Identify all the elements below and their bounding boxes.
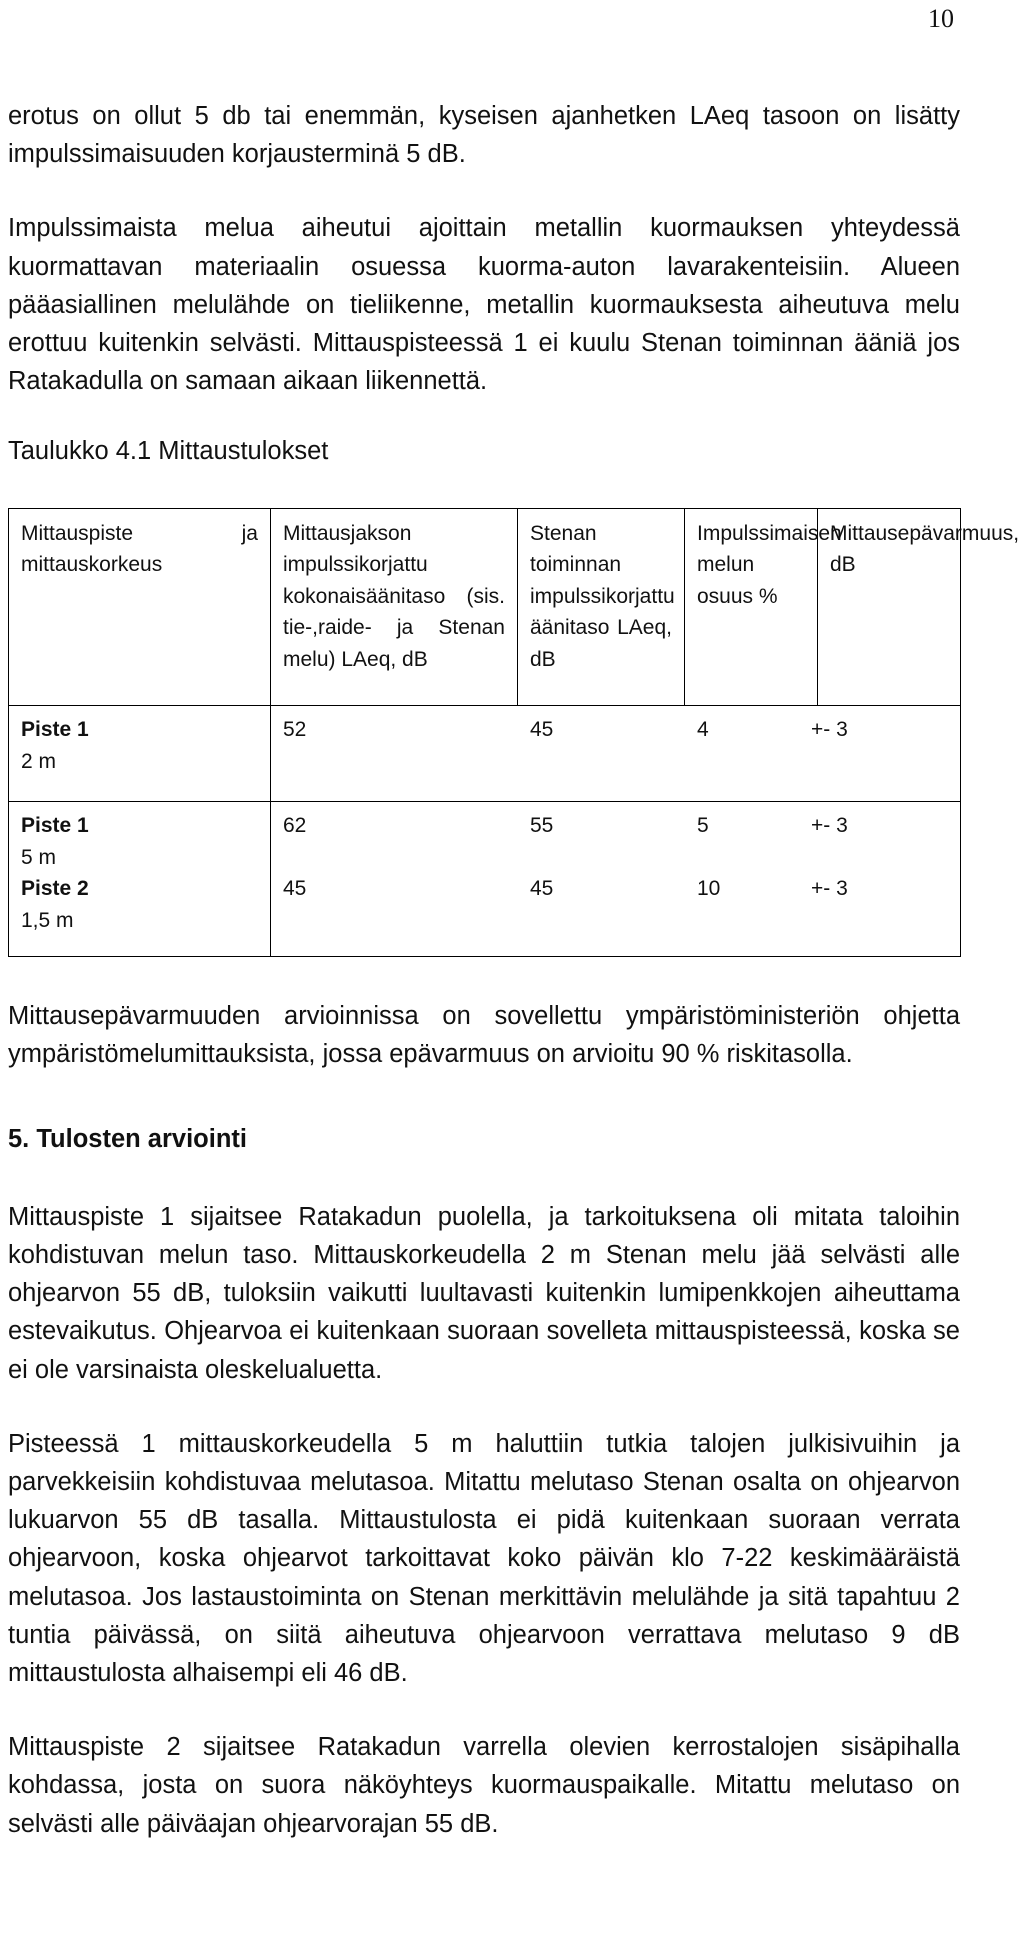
- header-stena-level: Stenan toiminnan impulssikorjattu äänitaso LAeq, dB: [518, 508, 685, 706]
- body-paragraph: Pisteessä 1 mittauskorkeudella 5 m haluttiin tutkia talojen julkisivuihin ja parvekkeisiin kohdistuvaa melutasoa. Mitattu melutaso Stenan osalta on ohjearvon lukuarvon 55 dB tasalla. Mittaustulosta ei pidä kuitenkaan suoraan verrata ohjearvoon, koska ohjearvot tarkoittavat koko päivän klo 7-22 keskimääräistä melutasoa. Jos lastaustoiminta on Stenan merkittävin melulähde ja sitä tapahtuu 2 tuntia päivässä, on siitä aiheutuva ohjearvoon verrattava melutaso 9 dB mittaustulosta alhaisempi eli 46 dB.: [8, 1429, 960, 1687]
- point-label: Piste 1: [21, 814, 89, 838]
- value-uncertainty: +- 3: [811, 718, 848, 742]
- table-header-row: [9, 508, 961, 706]
- table-caption: Taulukko 4.1 Mittaustulokset: [8, 437, 329, 466]
- body-paragraph: Mittauspiste 2 sijaitsee Ratakadun varrella olevien kerrostalojen sisäpihalla kohdassa, josta on suora näköyhteys kuormauspaikalle. Mitattu melutaso on selvästi alle päiväajan ohjearvorajan 55 dB.: [8, 1733, 960, 1838]
- impulse-paragraph: Impulssimaista melua aiheutui ajoittain metallin kuormauksen yhteydessä kuormattavan materiaalin osuessa kuorma-auton lavarakenteisiin. Alueen pääasiallinen melulähde on tieliikenne, metallin kuormauksesta aiheutuva melu erottuu kuitenkin selvästi. Mittauspisteessä 1 ei kuulu Stenan toiminnan ääniä jos Ratakadulla on samaan aikaan liikennettä.: [8, 214, 960, 396]
- point-height: 5 m: [21, 845, 57, 869]
- value-uncertainty: +- 3: [811, 814, 848, 838]
- point-cell: [9, 802, 271, 957]
- table-row: [9, 706, 961, 802]
- section-heading: 5. Tulosten arviointi: [8, 1124, 247, 1153]
- value-impulse-share: 5: [697, 814, 709, 838]
- value-stena: 55: [530, 814, 554, 838]
- values-row: [283, 810, 948, 842]
- values-cell: [271, 802, 961, 957]
- page-number: 10: [928, 4, 954, 33]
- value-stena: 45: [530, 877, 554, 901]
- value-impulse-share: 10: [697, 877, 721, 901]
- point-label: Piste 2: [21, 877, 89, 901]
- header-measurement-point: Mittauspiste ja mittauskorkeus: [9, 508, 271, 706]
- values-cell: [271, 706, 961, 802]
- body-paragraph: Mittauspiste 1 sijaitsee Ratakadun puolella, ja tarkoituksena oli mitata taloihin kohdistuvan melun taso. Mittauskorkeudella 2 m Stenan melu jää selvästi alle ohjearvon 55 dB, tuloksiin vaikutti luultavasti kuitenkin lumipenkkojen aiheuttama estevaikutus. Ohjearvoa ei kuitenkaan suoraan sovelleta mittauspisteessä, koska se ei ole varsinaista oleskelualuetta.: [8, 1202, 960, 1384]
- uncertainty-paragraph: Mittausepävarmuuden arvioinnissa on sovellettu ympäristöministeriön ohjetta ympäristömelumittauksista, jossa epävarmuus on arvioitu 90 % riskitasolla.: [8, 1002, 960, 1069]
- point-label: Piste 1: [21, 718, 89, 742]
- value-total: 45: [283, 877, 307, 901]
- paragraph-gap: [8, 1389, 960, 1425]
- point-cell: [9, 706, 271, 802]
- value-total: 62: [283, 814, 307, 838]
- value-uncertainty: +- 3: [811, 877, 848, 901]
- header-uncertainty: Mittausepävarmuus, dB: [818, 508, 961, 706]
- value-impulse-share: 4: [697, 718, 709, 742]
- values-row: [283, 714, 948, 746]
- paragraph-gap: [8, 1692, 960, 1728]
- values-row: [283, 873, 948, 905]
- value-stena: 45: [530, 718, 554, 742]
- page-content: [8, 97, 1019, 1843]
- intro-paragraph: erotus on ollut 5 db tai enemmän, kyseisen ajanhetken LAeq tasoon on lisätty impulssimaisuuden korjausterminä 5 dB.: [8, 102, 960, 169]
- results-table: [8, 508, 1019, 958]
- point-height: 2 m: [21, 749, 57, 773]
- paragraph-gap: [8, 173, 960, 209]
- table-row: [9, 802, 961, 957]
- value-total: 52: [283, 718, 307, 742]
- header-total-level: Mittausjakson impulssikorjattu kokonaisäänitaso (sis. tie-,raide- ja Stenan melu) LAeq, dB: [271, 508, 518, 706]
- point-height: 1,5 m: [21, 908, 74, 932]
- header-impulse-share: Impulssimaisen melun osuus %: [685, 508, 818, 706]
